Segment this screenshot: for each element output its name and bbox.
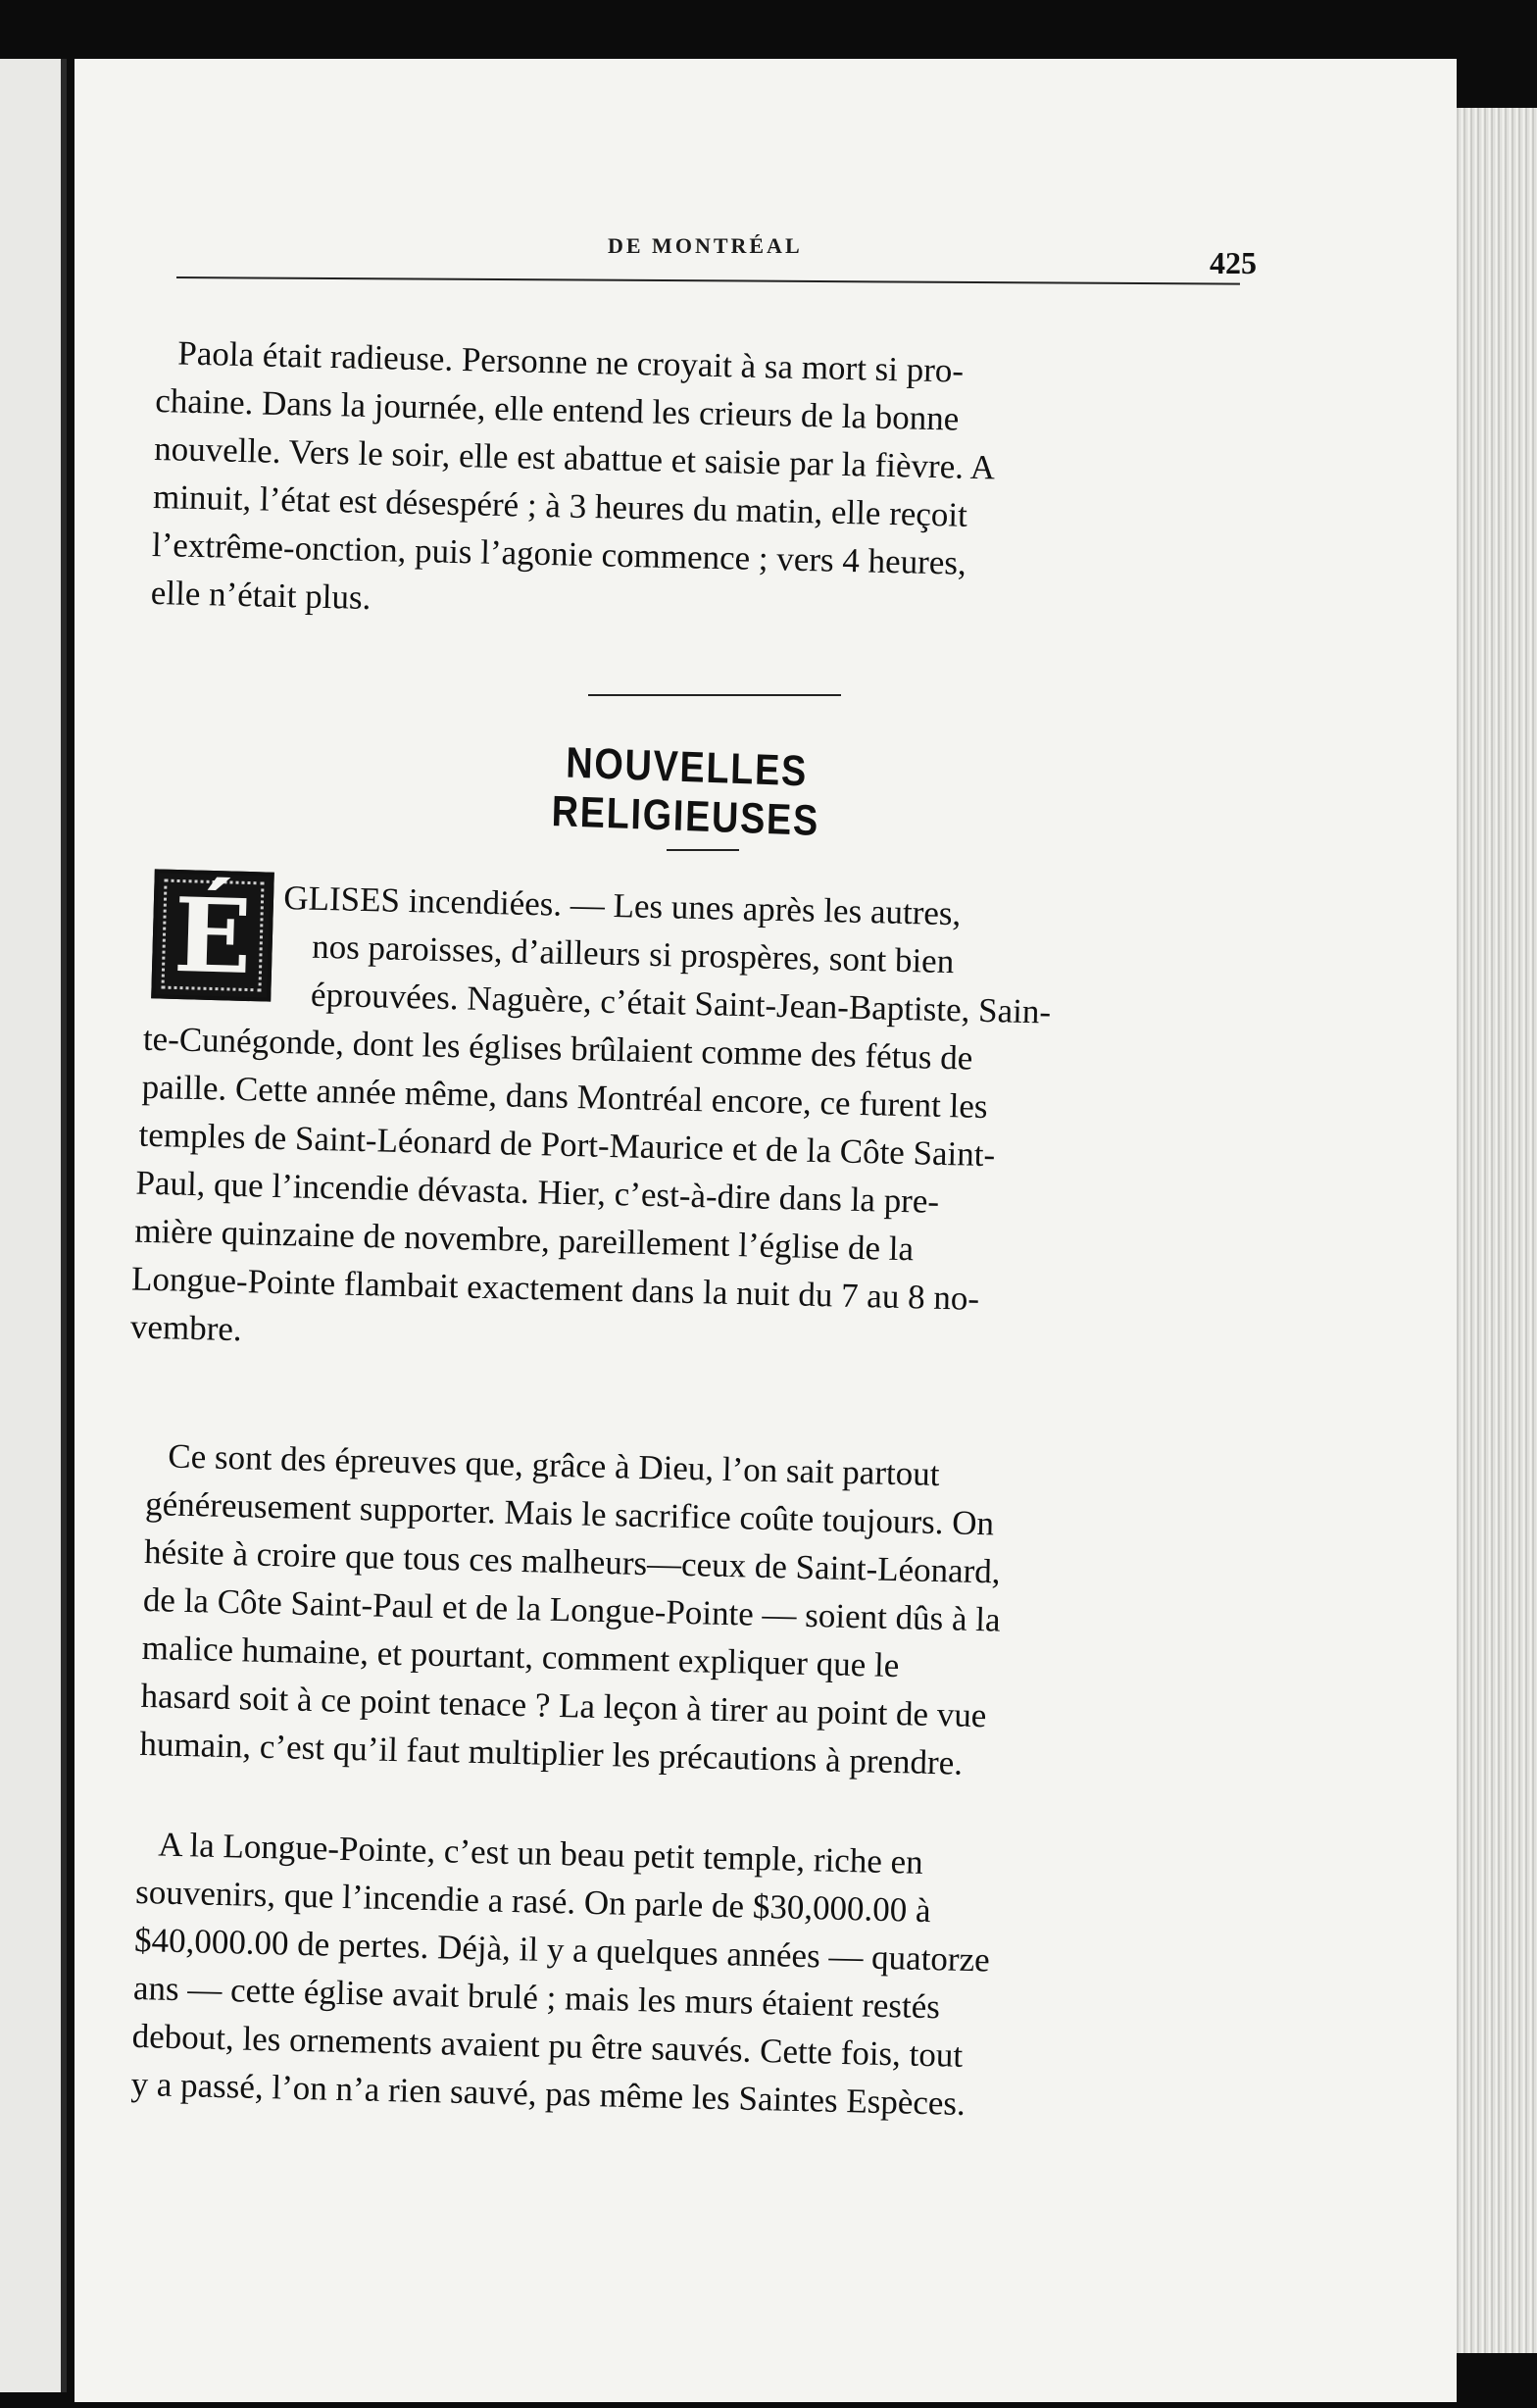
paragraph-epreuves <box>139 1431 1235 1793</box>
drop-cap-letter: É <box>172 874 254 997</box>
text-line: hasard soit à ce point tenace ? La leçon à tirer au point de vue <box>140 1676 987 1735</box>
left-page-edge <box>0 59 67 2392</box>
text-line: souvenirs, que l’incendie a rasé. On parle de $30,000.00 à <box>134 1872 932 1931</box>
text-line: l’extrême-onction, puis l’agonie commence ; vers 4 heures, <box>151 525 967 582</box>
text-line: vembre. <box>129 1307 243 1349</box>
text-line: malice humaine, et pourtant, comment expliquer que le <box>141 1628 900 1685</box>
text-line: éprouvées. Naguère, c’était Saint-Jean-Baptiste, Sain- <box>310 975 1052 1031</box>
running-title: DE MONTRÉAL <box>608 233 803 258</box>
running-head <box>176 222 1255 280</box>
text-line: $40,000.00 de pertes. Déjà, il y a quelques années — quatorze <box>133 1920 991 1980</box>
paragraph-longue-pointe <box>130 1820 1225 2133</box>
text-line: elle n’était plus. <box>150 573 372 618</box>
text-line: nouvelle. Vers le soir, elle est abattue et saisie par la fièvre. A <box>153 428 996 487</box>
text-line: Longue-Pointe flambait exactement dans la nuit du 7 au 8 no- <box>130 1259 980 1318</box>
text-line: te-Cunégonde, dont les églises brûlaient comme des fétus de <box>142 1019 973 1078</box>
text-line: Paola était radieuse. Personne ne croyait à sa mort si pro- <box>176 333 965 390</box>
text-line: debout, les ornements avaient pu être sauvés. Cette fois, tout <box>131 2016 964 2075</box>
text-line: GLISES incendiées. — Les unes après les autres, <box>282 878 962 933</box>
text-line: mière quinzaine de novembre, pareillement l’église de la <box>133 1211 915 1269</box>
text-line: généreusement supporter. Mais le sacrifice coûte toujours. On <box>144 1483 995 1543</box>
text-line: hésite à croire que tous ces malheurs—ceux de Saint-Léonard, <box>143 1531 1002 1591</box>
title-underline <box>667 849 739 851</box>
page-number: 425 <box>1210 245 1257 280</box>
text-line: de la Côte Saint-Paul et de la Longue-Pointe — soient dûs à la <box>142 1580 1001 1639</box>
text-line: temples de Saint-Léonard de Port-Maurice et de la Côte Saint- <box>138 1115 996 1175</box>
text-line: chaine. Dans la journée, elle entend les crieurs de la bonne <box>154 380 960 438</box>
text-line: Paul, que l’incendie dévasta. Hier, c’est-à-dire dans la pre- <box>135 1163 940 1221</box>
opening-paragraph <box>150 328 1244 641</box>
text-line: minuit, l’état est désespéré ; à 3 heures du matin, elle reçoit <box>152 477 968 534</box>
text-line: nos paroisses, d’ailleurs si prospères, sont bien <box>311 927 955 981</box>
text-line: Ce sont des épreuves que, grâce à Dieu, l’on sait partout <box>167 1436 940 1494</box>
text-line: paille. Cette année même, dans Montréal encore, ce furent les <box>141 1067 988 1127</box>
text-line: y a passé, l’on n’a rien sauvé, pas même les Saintes Espèces. <box>130 2064 967 2123</box>
section-divider <box>588 694 841 696</box>
section-title: NOUVELLES RELIGIEUSES <box>551 738 820 845</box>
text-line: ans — cette église avait brulé ; mais les murs étaient restés <box>132 1968 941 2027</box>
paragraph-eglises <box>129 871 1244 1377</box>
text-line: A la Longue-Pointe, c’est un beau petit temple, riche en <box>157 1825 924 1881</box>
text-line: humain, c’est qu’il faut multiplier les précautions à prendre. <box>139 1724 964 1782</box>
